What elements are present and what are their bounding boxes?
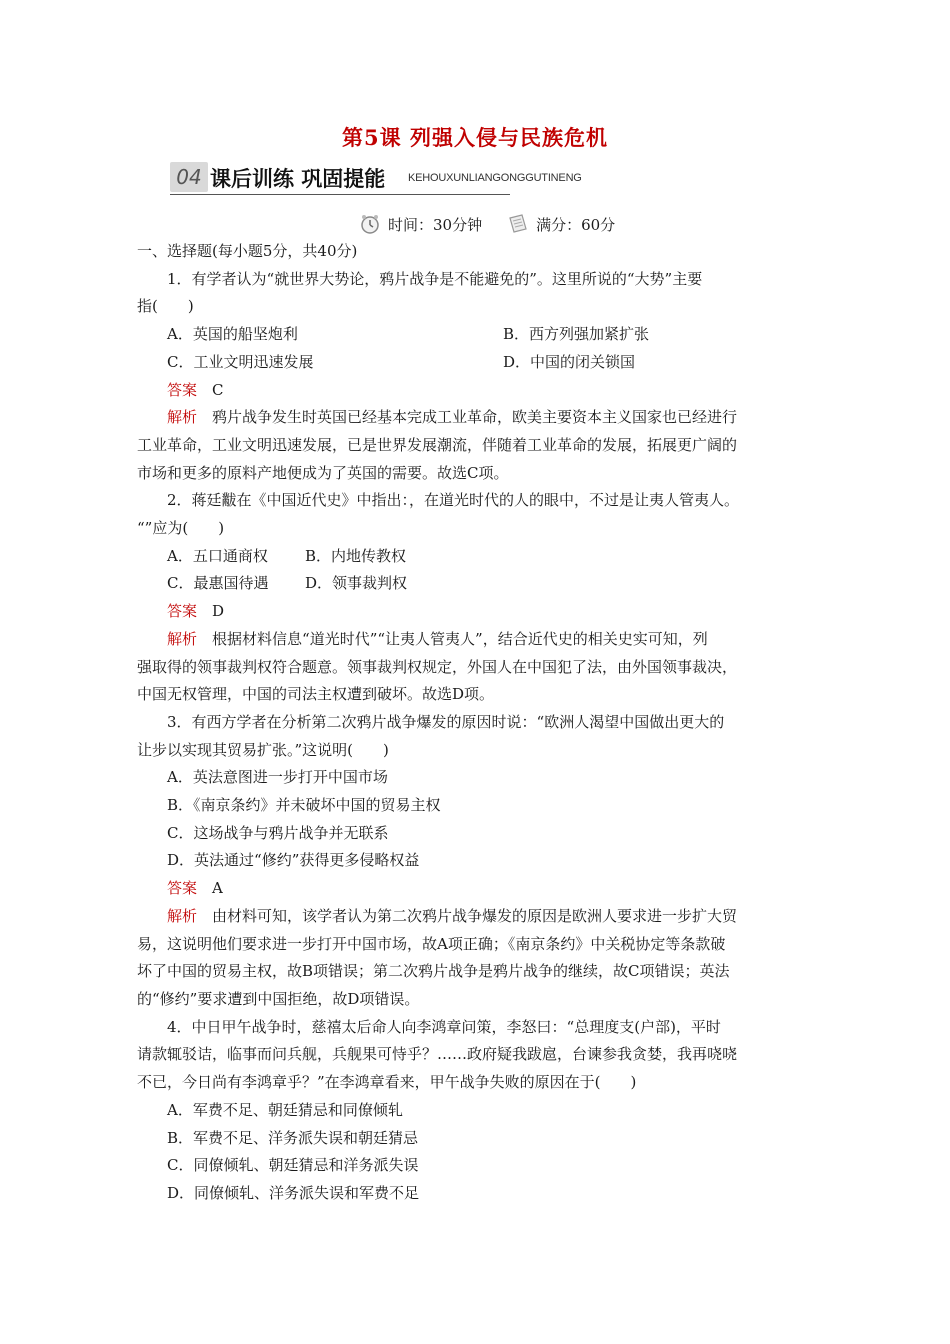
question-3-analysis-line2: 易，这说明他们要求进一步打开中国市场，故A项正确；《南京条约》中关税协定等条款破 [137, 934, 726, 953]
option-b: B．军费不足、洋务派失误和朝廷猜忌 [167, 1128, 419, 1147]
question-4-stem-line2: 请款辄驳诘，临事而问兵舰，兵舰果可恃乎？……政府疑我跋扈，台谏参我贪婪，我再哓哓 [137, 1045, 738, 1064]
answer-value: D [212, 602, 225, 621]
full-score: 满分：60分 [536, 215, 616, 234]
option-c: C．工业文明迅速发展 [167, 352, 314, 371]
answer-label: 答案 [167, 879, 198, 898]
option-d: D．同僚倾轧、洋务派失误和军费不足 [167, 1183, 420, 1202]
question-1-analysis-line3: 市场和更多的原料产地便成为了英国的需要。故选C项。 [137, 463, 509, 482]
question-1-answer [137, 377, 817, 405]
answer-label: 答案 [167, 602, 198, 621]
banner-heading: 课后训练 巩固提能 [210, 167, 386, 191]
option-c: C．同僚倾轧、朝廷猜忌和洋务派失误 [167, 1156, 419, 1175]
question-1-analysis-line1 [137, 404, 817, 432]
question-3-stem-line2: 让步以实现其贸易扩张。”这说明( ) [137, 740, 389, 759]
question-content [137, 238, 817, 1208]
question-2-stem-line1: 2．蒋廷黻在《中国近代史》中指出：，在道光时代的人的眼中，不过是让夷人管夷人。 [167, 491, 740, 510]
answer-value: A [212, 879, 223, 898]
option-b: B．内地传教权 [305, 546, 407, 565]
question-4-stem-line1: 4．中日甲午战争时，慈禧太后命人向李鸿章问策，李怒曰：“总理度支(户部)，平时 [167, 1017, 721, 1036]
question-3-answer [137, 875, 817, 903]
question-3-analysis-line1 [137, 903, 817, 931]
question-2-analysis-line2: 强取得的领事裁判权符合题意。领事裁判权规定，外国人在中国犯了法，由外国领事裁决， [137, 657, 738, 676]
option-a: A．五口通商权 [167, 546, 268, 565]
analysis-label: 解析 [167, 906, 198, 925]
lesson-title: 第5课 列强入侵与民族危机 [342, 125, 608, 150]
question-1-analysis-line2: 工业革命，工业文明迅速发展，已是世界发展潮流，伴随着工业革命的发展，拓展更广阔的 [137, 435, 738, 454]
question-2-stem-line2: “”应为( ) [137, 519, 225, 538]
time-limit: 时间：30分钟 [388, 215, 483, 234]
analysis-label: 解析 [167, 629, 198, 648]
option-d: D．中国的闭关锁国 [503, 352, 636, 371]
section-banner [170, 158, 582, 198]
option-c: C．最惠国待遇 [167, 574, 269, 593]
question-3-analysis-line3: 坏了中国的贸易主权，故B项错误；第二次鸦片战争是鸦片战争的继续，故C项错误；英法 [137, 962, 730, 981]
question-2-analysis-line3: 中国无权管理，中国的司法主权遭到破坏。故选D项。 [137, 685, 495, 704]
question-1-stem-line1: 1．有学者认为“就世界大势论，鸦片战争是不能避免的”。这里所说的“大势”主要 [167, 269, 703, 288]
section-heading: 一、选择题(每小题5分，共40分) [137, 242, 358, 260]
banner-pinyin: KEHOUXUNLIANGONGGUTINENG [408, 172, 582, 184]
question-4-stem-line3: 不已，今日尚有李鸿章乎？”在李鸿章看来，甲午战争失败的原因在于( ) [137, 1073, 637, 1092]
banner-underline [170, 194, 510, 195]
question-3-stem-line1: 3．有西方学者在分析第二次鸦片战争爆发的原因时说：“欧洲人渴望中国做出更大的 [167, 712, 725, 731]
question-2-options-row2 [137, 570, 817, 598]
option-a: A．英法意图进一步打开中国市场 [167, 768, 388, 787]
analysis-text: 根据材料信息“道光时代”“让夷人管夷人”，结合近代史的相关史实可知，列 [212, 629, 708, 648]
option-d: D．英法通过“修约”获得更多侵略权益 [167, 851, 420, 870]
option-c: C．这场战争与鸦片战争并无联系 [167, 823, 389, 842]
question-1-stem-line2: 指( ) [137, 297, 194, 316]
analysis-label: 解析 [167, 408, 198, 427]
paper-icon [506, 212, 530, 236]
question-2-options-row1 [137, 543, 817, 571]
answer-value: C [212, 380, 224, 399]
exam-meta [358, 212, 615, 236]
question-2-answer [137, 598, 817, 626]
analysis-text: 由材料可知，该学者认为第二次鸦片战争爆发的原因是欧洲人要求进一步扩大贸 [212, 906, 738, 925]
question-3-analysis-line4: 的“修约”要求遭到中国拒绝，故D项错误。 [137, 989, 420, 1008]
answer-label: 答案 [167, 380, 198, 399]
question-2-analysis-line1 [137, 626, 817, 654]
option-d: D．领事裁判权 [305, 574, 408, 593]
option-a: A．英国的船坚炮利 [167, 325, 298, 344]
question-1-options-row2 [137, 349, 817, 377]
clock-icon [358, 212, 382, 236]
banner-number: 04 [170, 162, 208, 192]
question-1-options-row1 [137, 321, 817, 349]
option-a: A．军费不足、朝廷猜忌和同僚倾轧 [167, 1100, 403, 1119]
option-b: B．西方列强加紧扩张 [503, 325, 650, 344]
analysis-text: 鸦片战争发生时英国已经基本完成工业革命，欧美主要资本主义国家也已经进行 [212, 408, 738, 427]
option-b: B．《南京条约》并未破坏中国的贸易主权 [167, 796, 441, 815]
